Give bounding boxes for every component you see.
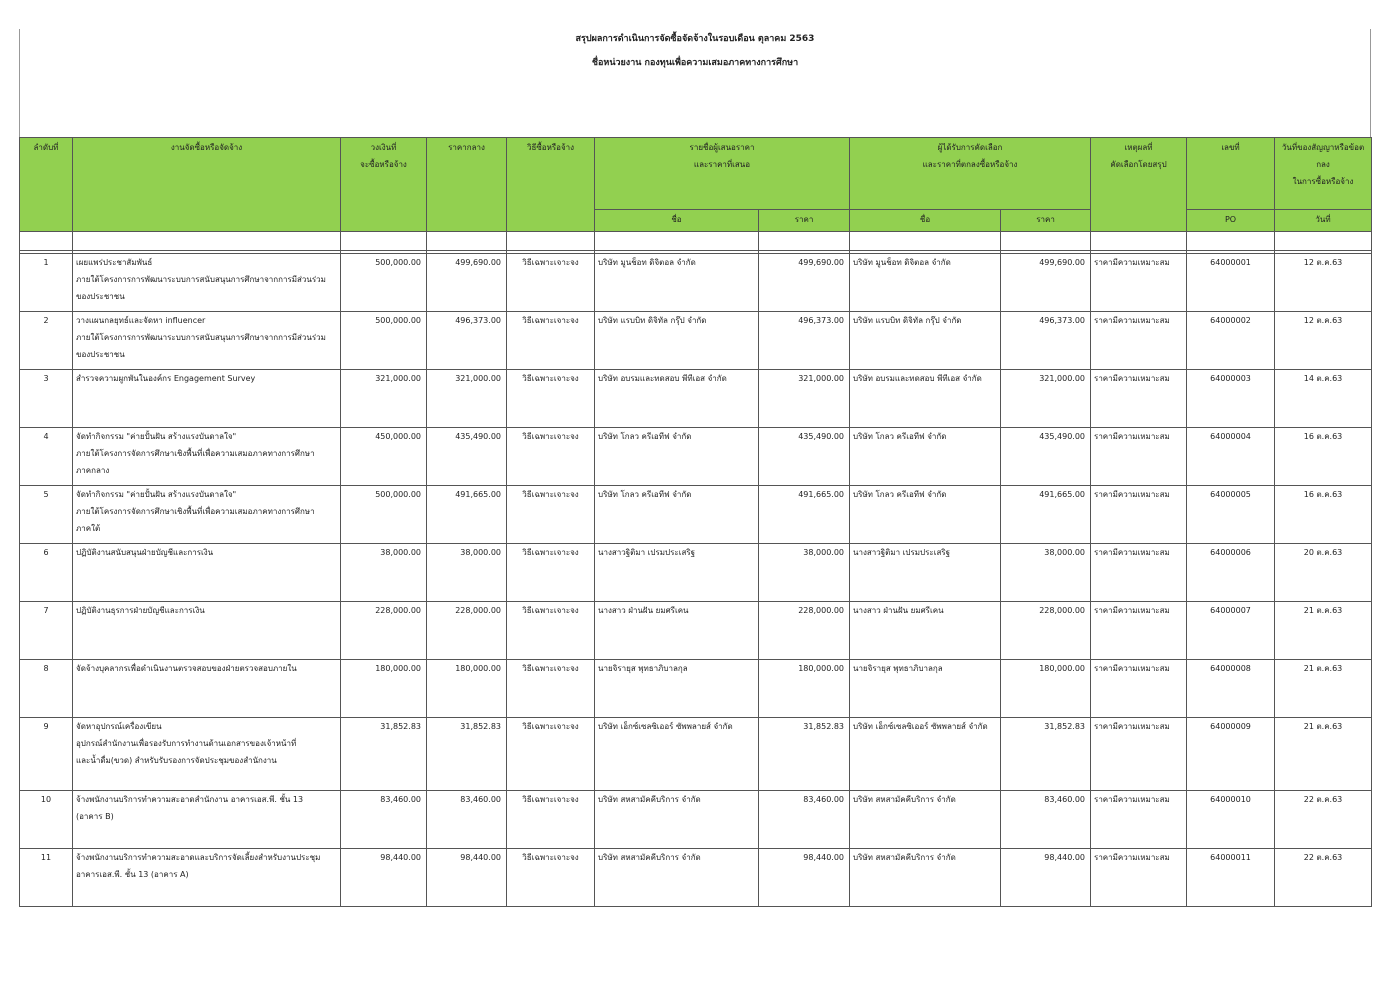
sheet-right-border [1370,29,1371,137]
selection-reason: ราคามีความเหมาะสม [1091,370,1187,428]
row-number: 8 [20,660,73,718]
median-price: 31,852.83 [427,718,507,791]
contract-date: 21 ต.ค.63 [1275,602,1372,660]
item-description-line: (อาคาร B) [76,812,114,821]
po-number: 64000010 [1187,791,1275,849]
winner-name: บริษัท เอ็กซ์เซลซิเออร์ ซัพพลายส์ จำกัด [850,718,1001,791]
winning-price: 98,440.00 [1001,849,1091,907]
header-doc-no: เลขที่ [1187,138,1275,210]
bidder-name: นายจิรายุส พุทธาภิบาลกุล [595,660,759,718]
bidder-name: บริษัท เอ็กซ์เซลซิเออร์ ซัพพลายส์ จำกัด [595,718,759,791]
contract-date: 21 ต.ค.63 [1275,718,1372,791]
table-row [20,312,1372,370]
header-item: งานจัดซื้อหรือจัดจ้าง [73,138,341,232]
winner-name: บริษัท โกลว ครีเอทีฟ จำกัด [850,428,1001,486]
row-number: 3 [20,370,73,428]
winner-name: นายจิรายุส พุทธาภิบาลกุล [850,660,1001,718]
item-description-line: ของประชาชน [76,350,125,359]
median-price: 496,373.00 [427,312,507,370]
selection-reason: ราคามีความเหมาะสม [1091,791,1187,849]
bid-price: 228,000.00 [759,602,850,660]
procurement-method: วิธีเฉพาะเจาะจง [507,428,595,486]
procurement-method: วิธีเฉพาะเจาะจง [507,544,595,602]
bid-price: 98,440.00 [759,849,850,907]
header-median: ราคากลาง [427,138,507,232]
winning-price: 31,852.83 [1001,718,1091,791]
item-description-line: ภายใต้โครงการจัดการศึกษาเชิงพื้นที่เพื่อความเสมอภาคทางการศึกษา [76,449,315,458]
budget-amount: 450,000.00 [341,428,427,486]
winner-name: บริษัท โกลว ครีเอทีฟ จำกัด [850,486,1001,544]
winner-name: นางสาว ฝ่านฝัน ยมศรีเคน [850,602,1001,660]
table-row [20,544,1372,602]
item-description [73,254,341,312]
winner-name: บริษัท สหสามัคคีบริการ จำกัด [850,849,1001,907]
row-number: 11 [20,849,73,907]
budget-amount: 38,000.00 [341,544,427,602]
selection-reason: ราคามีความเหมาะสม [1091,718,1187,791]
selection-reason: ราคามีความเหมาะสม [1091,849,1187,907]
median-price: 98,440.00 [427,849,507,907]
winner-name: นางสาวฐิติมา เปรมประเสริฐ [850,544,1001,602]
subheader-po: PO [1187,210,1275,232]
subheader-bidder-price: ราคา [759,210,850,232]
contract-date: 12 ต.ค.63 [1275,312,1372,370]
selection-reason: ราคามีความเหมาะสม [1091,428,1187,486]
item-description-line: จัดทำกิจกรรม "ค่ายปั้นฝัน สร้างแรงบันดาลใจ" [76,432,237,441]
bid-price: 83,460.00 [759,791,850,849]
item-description-line: ภายใต้โครงการการพัฒนาระบบการสนับสนุนการศึกษาจากการมีส่วนร่วม [76,275,326,284]
header-budget: วงเงินที่ จะซื้อหรือจ้าง [341,138,427,232]
table-row [20,370,1372,428]
budget-amount: 98,440.00 [341,849,427,907]
row-number: 4 [20,428,73,486]
po-number: 64000002 [1187,312,1275,370]
budget-amount: 31,852.83 [341,718,427,791]
selection-reason: ราคามีความเหมาะสม [1091,544,1187,602]
item-description [73,602,341,660]
median-price: 38,000.00 [427,544,507,602]
bidder-name: บริษัท โกลว ครีเอทีฟ จำกัด [595,486,759,544]
budget-amount: 500,000.00 [341,486,427,544]
contract-date: 20 ต.ค.63 [1275,544,1372,602]
bid-price: 499,690.00 [759,254,850,312]
procurement-method: วิธีเฉพาะเจาะจง [507,718,595,791]
median-price: 435,490.00 [427,428,507,486]
budget-amount: 83,460.00 [341,791,427,849]
item-description-line: สำรวจความผูกพันในองค์กร Engagement Survey [76,374,256,383]
subheader-winner-name: ชื่อ [850,210,1001,232]
procurement-table [19,137,1372,907]
median-price: 491,665.00 [427,486,507,544]
row-number: 1 [20,254,73,312]
item-description [73,370,341,428]
item-description-line: ปฏิบัติงานธุรการฝ่ายบัญชีและการเงิน [76,606,205,615]
item-description-line: ของประชาชน [76,292,125,301]
procurement-method: วิธีเฉพาะเจาะจง [507,312,595,370]
po-number: 64000003 [1187,370,1275,428]
winning-price: 496,373.00 [1001,312,1091,370]
table-row [20,718,1372,791]
winning-price: 435,490.00 [1001,428,1091,486]
selection-reason: ราคามีความเหมาะสม [1091,312,1187,370]
contract-date: 14 ต.ค.63 [1275,370,1372,428]
row-number: 10 [20,791,73,849]
median-price: 499,690.00 [427,254,507,312]
winning-price: 491,665.00 [1001,486,1091,544]
subheader-date: วันที่ [1275,210,1372,232]
item-description [73,428,341,486]
table-row [20,660,1372,718]
selection-reason: ราคามีความเหมาะสม [1091,602,1187,660]
procurement-method: วิธีเฉพาะเจาะจง [507,602,595,660]
contract-date: 21 ต.ค.63 [1275,660,1372,718]
table-body [20,232,1372,907]
budget-amount: 500,000.00 [341,312,427,370]
item-description [73,849,341,907]
procurement-method: วิธีเฉพาะเจาะจง [507,660,595,718]
item-description-line: ภายใต้โครงการจัดการศึกษาเชิงพื้นที่เพื่อความเสมอภาคทางการศึกษา [76,507,315,516]
contract-date: 22 ต.ค.63 [1275,849,1372,907]
blank-row [20,232,1372,251]
item-description-line: อุปกรณ์สำนักงานเพื่อรองรับการทำงานด้านเอกสารของเจ้าหน้าที่ [76,739,297,748]
item-description-line: เผยแพร่ประชาสัมพันธ์ [76,258,153,267]
bidder-name: บริษัท สหสามัคคีบริการ จำกัด [595,791,759,849]
item-description [73,486,341,544]
header-selected: ผู้ได้รับการคัดเลือก และราคาที่ตกลงซื้อหรือจ้าง [850,138,1091,210]
header-reason: เหตุผลที่ คัดเลือกโดยสรุป [1091,138,1187,232]
bidder-name: บริษัท อบรมและทดสอบ พีทีเอส จำกัด [595,370,759,428]
table-row [20,428,1372,486]
winning-price: 180,000.00 [1001,660,1091,718]
winner-name: บริษัท อบรมและทดสอบ พีทีเอส จำกัด [850,370,1001,428]
po-number: 64000007 [1187,602,1275,660]
po-number: 64000001 [1187,254,1275,312]
document-title: สรุปผลการดำเนินการจัดซื้อจัดจ้างในรอบเดือน ตุลาคม 2563 [575,34,815,44]
item-description-line: วางแผนกลยุทธ์และจัดหา influencer [76,316,206,325]
item-description-line: จัดหาอุปกรณ์เครื่องเขียน [76,722,162,731]
median-price: 83,460.00 [427,791,507,849]
item-description-line: จัดทำกิจกรรม "ค่ายปั้นฝัน สร้างแรงบันดาลใจ" [76,490,237,499]
item-description [73,718,341,791]
item-description [73,544,341,602]
po-number: 64000006 [1187,544,1275,602]
item-description-line: จัดจ้างบุคลากรเพื่อดำเนินงานตรวจสอบของฝ่ายตรวจสอบภายใน [76,664,297,673]
row-number: 7 [20,602,73,660]
winner-name: บริษัท สหสามัคคีบริการ จำกัด [850,791,1001,849]
bid-price: 38,000.00 [759,544,850,602]
header-contract-date: วันที่ของสัญญาหรือข้อต กลง ในการซื้อหรือจ้าง [1275,138,1372,210]
row-number: 9 [20,718,73,791]
selection-reason: ราคามีความเหมาะสม [1091,486,1187,544]
selection-reason: ราคามีความเหมาะสม [1091,254,1187,312]
contract-date: 16 ต.ค.63 [1275,486,1372,544]
bid-price: 321,000.00 [759,370,850,428]
item-description-line: จ้างพนักงานบริการทำความสะอาดและบริการจัดเลี้ยงสำหรับงานประชุม [76,853,321,862]
procurement-method: วิธีเฉพาะเจาะจง [507,254,595,312]
bidder-name: บริษัท แรบบิท ดิจิทัล กรุ๊ป จำกัด [595,312,759,370]
bid-price: 491,665.00 [759,486,850,544]
bidder-name: นางสาวฐิติมา เปรมประเสริฐ [595,544,759,602]
row-number: 2 [20,312,73,370]
item-description-line: ภาคกลาง [76,466,110,475]
budget-amount: 228,000.00 [341,602,427,660]
bid-price: 31,852.83 [759,718,850,791]
item-description-line: ภายใต้โครงการการพัฒนาระบบการสนับสนุนการศึกษาจากการมีส่วนร่วม [76,333,326,342]
budget-amount: 180,000.00 [341,660,427,718]
table-row [20,791,1372,849]
subheader-bidder-name: ชื่อ [595,210,759,232]
sheet-left-border [19,29,20,137]
header-method: วิธีซื้อหรือจ้าง [507,138,595,232]
header-row [20,138,1372,210]
contract-date: 16 ต.ค.63 [1275,428,1372,486]
winning-price: 83,460.00 [1001,791,1091,849]
po-number: 64000011 [1187,849,1275,907]
po-number: 64000004 [1187,428,1275,486]
winner-name: บริษัท แรบบิท ดิจิทัล กรุ๊ป จำกัด [850,312,1001,370]
median-price: 228,000.00 [427,602,507,660]
bid-price: 180,000.00 [759,660,850,718]
row-number: 6 [20,544,73,602]
selection-reason: ราคามีความเหมาะสม [1091,660,1187,718]
budget-amount: 500,000.00 [341,254,427,312]
procurement-method: วิธีเฉพาะเจาะจง [507,370,595,428]
median-price: 321,000.00 [427,370,507,428]
item-description [73,791,341,849]
po-number: 64000009 [1187,718,1275,791]
procurement-method: วิธีเฉพาะเจาะจง [507,849,595,907]
po-number: 64000008 [1187,660,1275,718]
median-price: 180,000.00 [427,660,507,718]
table-row [20,254,1372,312]
header-no: ลำดับที่ [20,138,73,232]
item-description-line: อาคารเอส.พี. ชั้น 13 (อาคาร A) [76,870,189,879]
contract-date: 22 ต.ค.63 [1275,791,1372,849]
bidder-name: บริษัท มูนช็อท ดิจิตอล จำกัด [595,254,759,312]
item-description [73,312,341,370]
bid-price: 435,490.00 [759,428,850,486]
subheader-winner-price: ราคา [1001,210,1091,232]
winning-price: 38,000.00 [1001,544,1091,602]
header-bidders: รายชื่อผู้เสนอราคา และราคาที่เสนอ [595,138,850,210]
procurement-method: วิธีเฉพาะเจาะจง [507,791,595,849]
contract-date: 12 ต.ค.63 [1275,254,1372,312]
winner-name: บริษัท มูนช็อท ดิจิตอล จำกัด [850,254,1001,312]
table-row [20,486,1372,544]
winning-price: 499,690.00 [1001,254,1091,312]
winning-price: 321,000.00 [1001,370,1091,428]
table-row [20,849,1372,907]
row-number: 5 [20,486,73,544]
bidder-name: บริษัท โกลว ครีเอทีฟ จำกัด [595,428,759,486]
item-description [73,660,341,718]
bid-price: 496,373.00 [759,312,850,370]
item-description-line: ปฏิบัติงานสนับสนุนฝ่ายบัญชีและการเงิน [76,548,214,557]
item-description-line: ภาคใต้ [76,524,101,533]
table-row [20,602,1372,660]
agency-name: ชื่อหน่วยงาน กองทุนเพื่อความเสมอภาคทางการศึกษา [591,58,799,68]
po-number: 64000005 [1187,486,1275,544]
bidder-name: นางสาว ฝ่านฝัน ยมศรีเคน [595,602,759,660]
item-description-line: จ้างพนักงานบริการทำความสะอาดสำนักงาน อาคารเอส.พี. ชั้น 13 [76,795,304,804]
item-description-line: และน้ำดื่ม(ขวด) สำหรับรับรองการจัดประชุมของสำนักงาน [76,756,277,765]
budget-amount: 321,000.00 [341,370,427,428]
procurement-method: วิธีเฉพาะเจาะจง [507,486,595,544]
winning-price: 228,000.00 [1001,602,1091,660]
bidder-name: บริษัท สหสามัคคีบริการ จำกัด [595,849,759,907]
